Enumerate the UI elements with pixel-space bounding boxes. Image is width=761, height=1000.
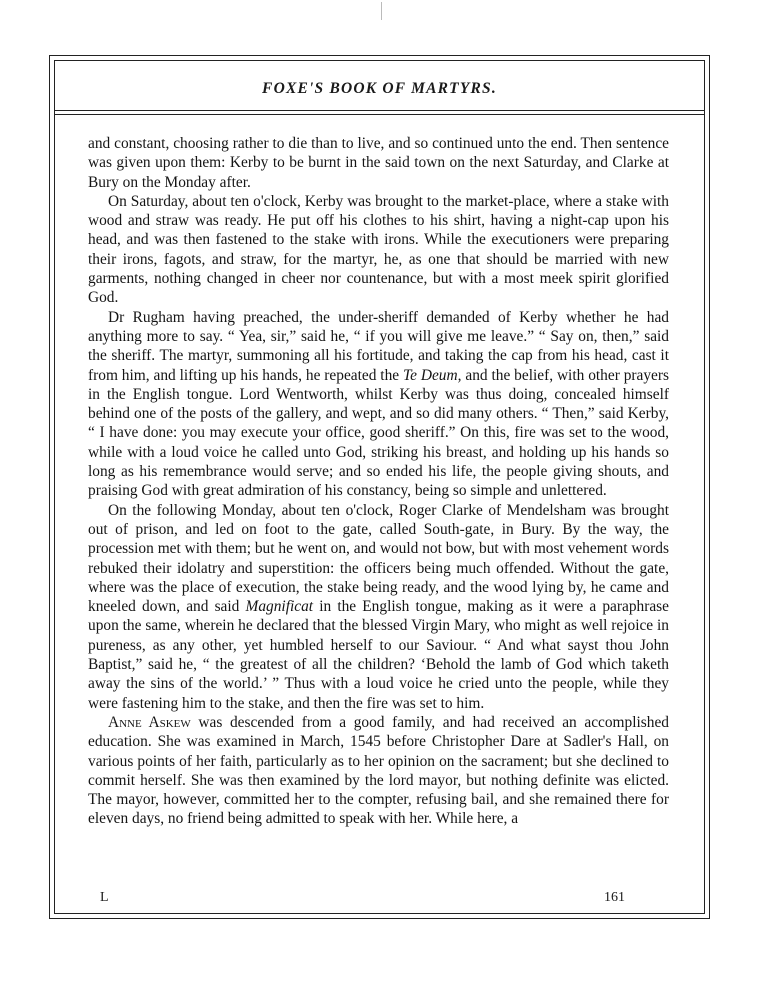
paragraph-text: On the following Monday, about ten o'clock, Roger Clarke of Mendelsham was brought out of prison, and led on foot to the gate, called South-gate, in Bury. By the way, the procession met with them; but he went on, and would not bow, but with most vehement words rebuked their idolatry and superstition: the officers being much offended. Without the gate, where was the place of execution, the stake being ready, and the wood lying by, he came and kneeled down, and said <box>88 501 669 616</box>
paragraph-1: and constant, choosing rather to die than to live, and so continued unto the end. Then sentence was given upon them: Kerby to be burnt in the said town on the next Saturday, and Clarke at Bury on the Monday after. <box>88 135 669 191</box>
paragraph-text: and the belief, with other prayers in the English tongue. Lord Wentworth, whilst Kerby was thus doing, concealed himself behind one of the posts of the gallery, and wept, and so did many others. “ Then,” said Kerby, “ I have done: you may execute your office, good sheriff.” On this, fire was set to the wood, while with a loud voice he called unto God, striking his breast, and holding up his hands so long as his remembrance would serve; and so ended his life, the people giving shouts, and praising God with great admiration of his constancy, being so simple and unlettered. <box>88 366 670 500</box>
paragraph-text: in the English tongue, making as it were a paraphrase upon the same, wherein he declared that the blessed Virgin Mary, who might as well rejoice in pureness, as any other, yet humbled herself to our Saviour. “ And what sayst thou John Baptist,” said he, “ the greatest of all the children? ‘Behold the lamb of God which taketh away the sins of the world.’ ” Thus with a loud voice he cried unto the people, while they were fastening him to the stake, and then the fire was set to him. <box>88 598 669 712</box>
italic-title: Magnificat <box>245 598 314 616</box>
paragraph-4 <box>88 501 669 713</box>
body-text <box>88 134 669 829</box>
paragraph-5 <box>88 713 669 829</box>
signature-mark: L <box>100 890 109 905</box>
paragraph-text: Dr Rugham having preached, the under-sheriff demanded of Kerby whether he had anything more to say. “ Yea, sir,” said he, “ if you will give me leave.” “ Say on, then,” said the sheriff. The martyr, summoning all his fortitude, and taking the cap from his head, cast it from him, and lifting up his hands, he repeated the <box>88 308 669 384</box>
italic-title: Te Deum, <box>403 366 462 384</box>
page-number: 161 <box>604 890 625 905</box>
paragraph-text: was descended from a good family, and had received an accomplished education. She was examined in March, 1545 before Christopher Dare at Sadler's Hall, on various points of her faith, particularly as to her opinion on the sacrament; but she declined to commit herself. She was then examined by the lord mayor, but nothing definite was elicted. The mayor, however, committed her to the compter, refusing bail, and she remained there for eleven days, no friend being admitted to speak with her. While here, a <box>88 713 669 828</box>
martyr-name: Anne Askew <box>108 713 191 731</box>
header-rule <box>54 114 705 115</box>
scan-mark <box>381 2 385 20</box>
page-footer <box>100 890 625 910</box>
header-rule <box>54 110 705 111</box>
paragraph-3 <box>88 308 669 501</box>
paragraph-2: On Saturday, about ten o'clock, Kerby was brought to the market-place, where a stake with wood and straw was ready. He put off his clothes to his shirt, having a night-cap upon his head, and was then fastened to the stake with irons. While the executioners were preparing their irons, fagots, and straw, for the martyr, he, as one that should be married with new garments, nothing changed in cheer nor countenance, but with a most meek spirit glorified God. <box>88 192 669 307</box>
running-head: FOXE'S BOOK OF MARTYRS. <box>262 80 497 97</box>
